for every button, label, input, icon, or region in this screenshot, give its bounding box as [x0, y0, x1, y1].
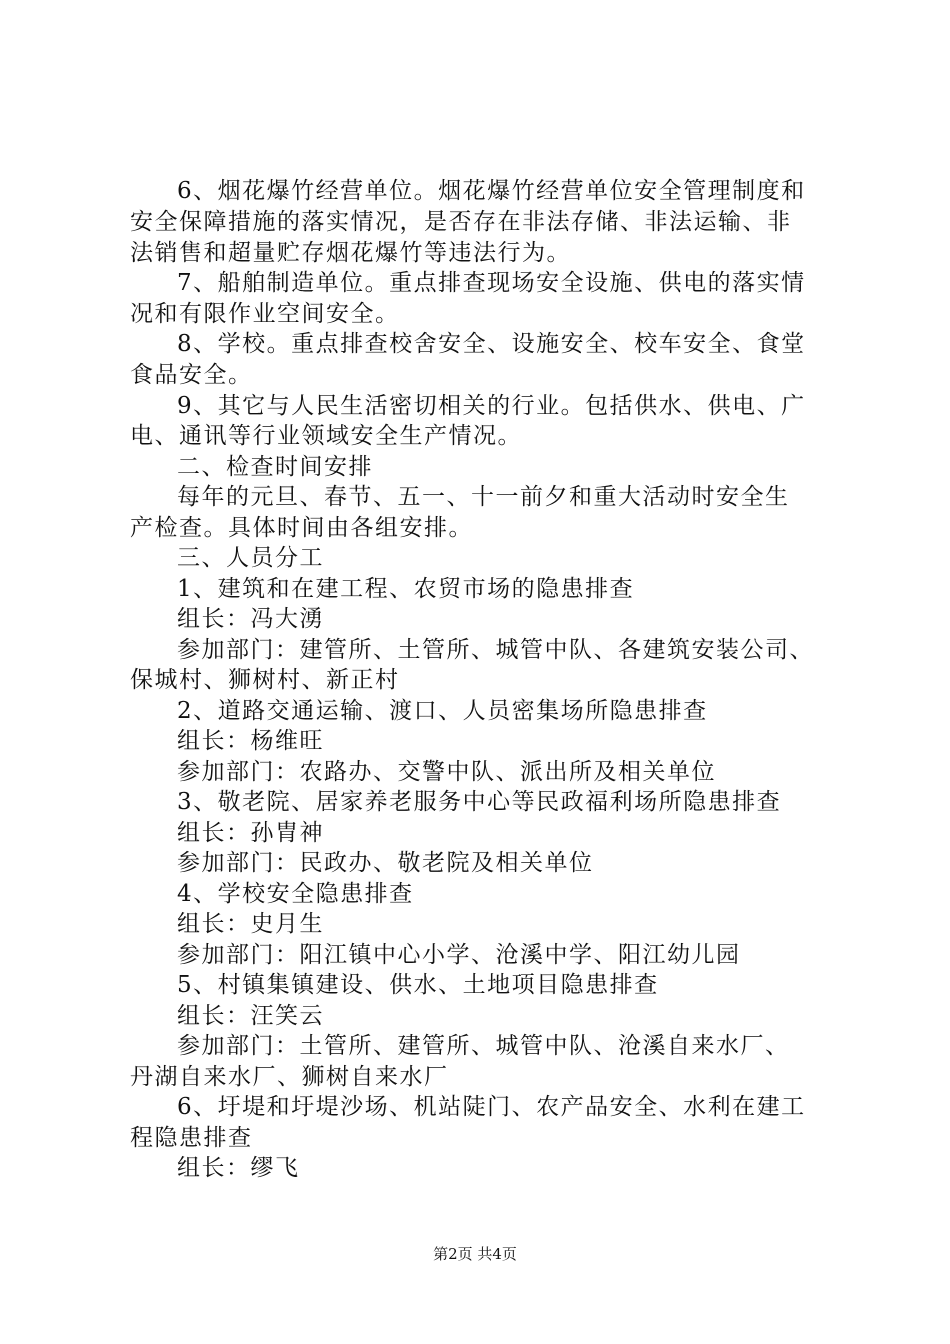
section-heading: 三、人员分工 [177, 545, 324, 571]
section-heading: 二、检查时间安排 [177, 454, 373, 480]
group-title: 4、学校安全隐患排查 [177, 881, 414, 907]
group-departments: 参加部门：民政办、敬老院及相关单位 [177, 850, 594, 876]
group-departments: 保城村、狮树村、新正村 [130, 667, 400, 693]
paragraph-line: 产检查。具体时间由各组安排。 [130, 515, 473, 541]
group-title: 5、村镇集镇建设、供水、土地项目隐患排查 [177, 972, 659, 998]
group-title: 1、建筑和在建工程、农贸市场的隐患排查 [177, 576, 635, 602]
group-title: 程隐患排查 [130, 1125, 253, 1151]
group-title: 3、敬老院、居家养老服务中心等民政福利场所隐患排查 [177, 789, 782, 815]
paragraph-line: 每年的元旦、春节、五一、十一前夕和重大活动时安全生 [177, 484, 790, 510]
group-departments: 参加部门：阳江镇中心小学、沧溪中学、阳江幼儿园 [177, 942, 741, 968]
group-leader: 组长：冯大湧 [177, 606, 324, 632]
paragraph-line: 法销售和超量贮存烟花爆竹等违法行为。 [130, 240, 571, 266]
group-leader: 组长：史月生 [177, 911, 324, 937]
group-departments: 参加部门：农路办、交警中队、派出所及相关单位 [177, 759, 716, 785]
paragraph-line: 食品安全。 [130, 362, 253, 388]
group-leader: 组长：孙胄神 [177, 820, 324, 846]
group-title: 6、圩堤和圩堤沙场、机站陡门、农产品安全、水利在建工 [177, 1094, 806, 1120]
group-leader: 组长：杨维旺 [177, 728, 324, 754]
group-departments: 参加部门：建管所、土管所、城管中队、各建筑安装公司、 [177, 637, 814, 663]
paragraph-line: 安全保障措施的落实情况，是否存在非法存储、非法运输、非 [130, 209, 792, 235]
group-leader: 组长：汪笑云 [177, 1003, 324, 1029]
group-title: 2、道路交通运输、渡口、人员密集场所隐患排查 [177, 698, 708, 724]
paragraph-line: 况和有限作业空间安全。 [130, 301, 400, 327]
paragraph-line: 6、烟花爆竹经营单位。烟花爆竹经营单位安全管理制度和 [177, 178, 806, 204]
group-leader: 组长：缪飞 [177, 1155, 300, 1181]
paragraph-line: 8、学校。重点排查校舍安全、设施安全、校车安全、食堂 [177, 331, 806, 357]
paragraph-line: 电、通讯等行业领域安全生产情况。 [130, 423, 522, 449]
group-departments: 参加部门：土管所、建管所、城管中队、沧溪自来水厂、 [177, 1033, 790, 1059]
paragraph-line: 7、船舶制造单位。重点排查现场安全设施、供电的落实情 [177, 270, 806, 296]
group-departments: 丹湖自来水厂、狮树自来水厂 [130, 1064, 449, 1090]
page-number-footer: 第2页 共4页 [433, 1245, 517, 1263]
paragraph-line: 9、其它与人民生活密切相关的行业。包括供水、供电、广 [177, 393, 806, 419]
